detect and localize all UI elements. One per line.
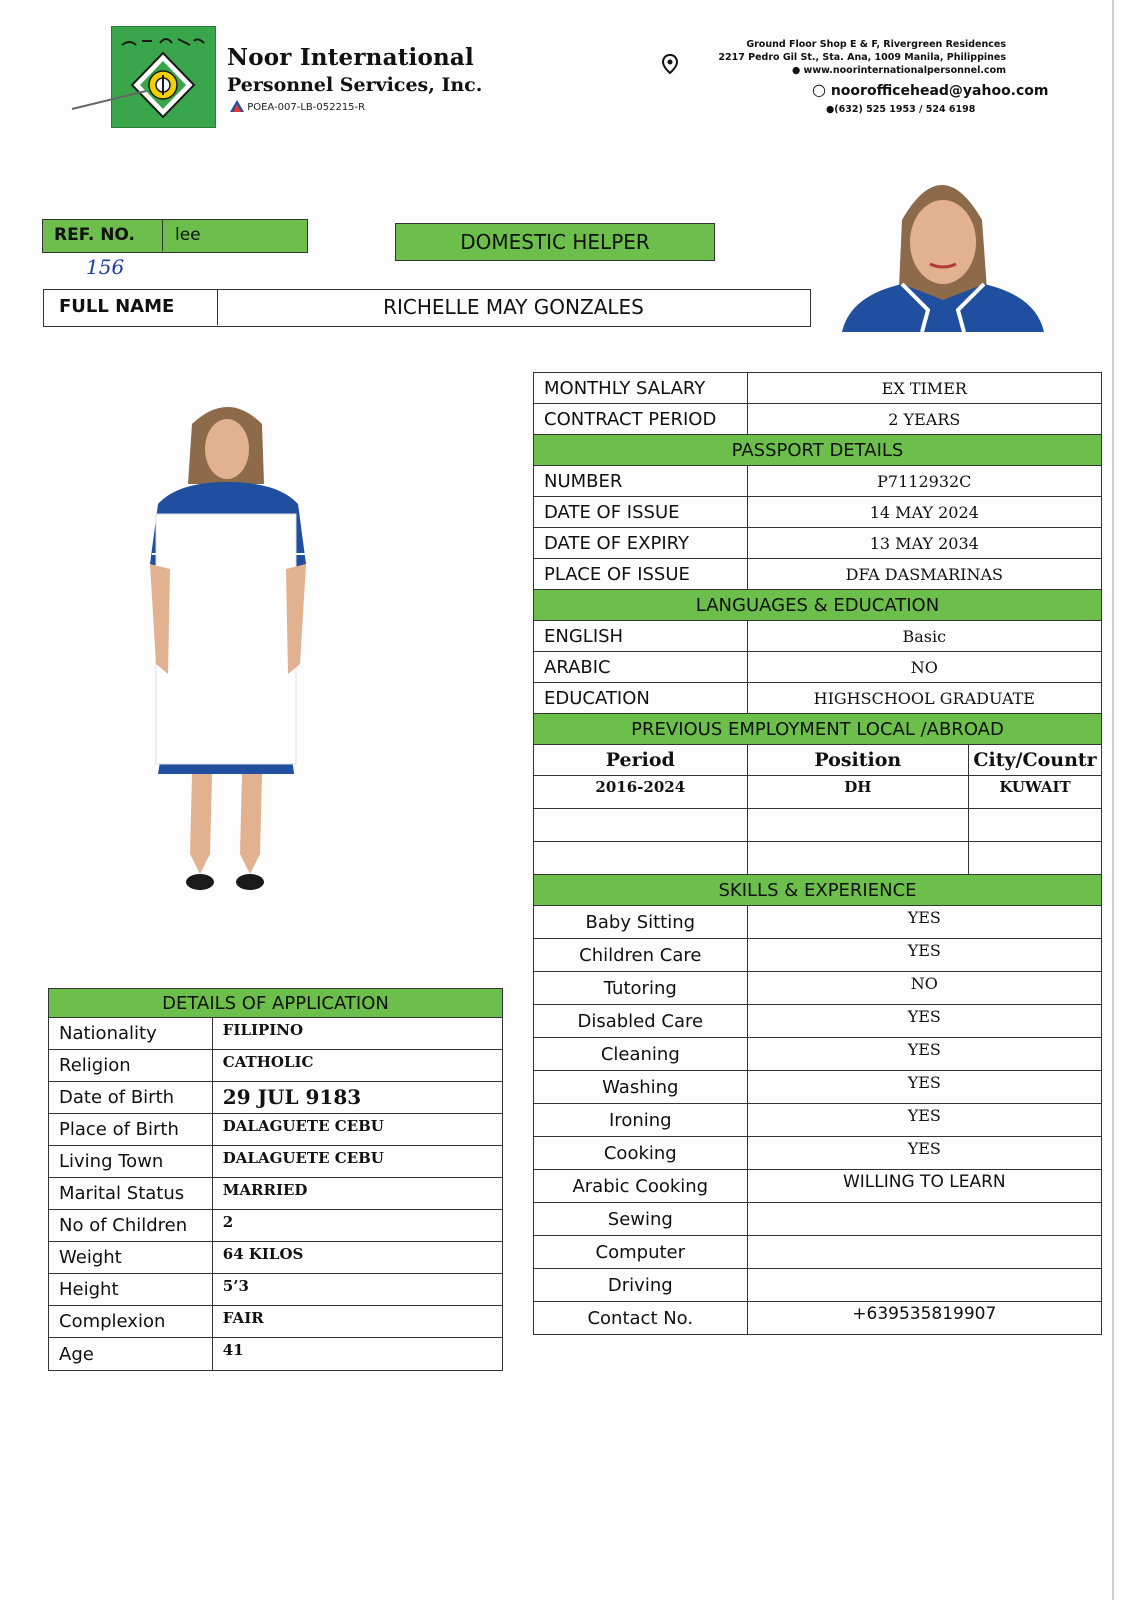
employment-col-header: City/Countr xyxy=(969,745,1102,776)
full-body-photo xyxy=(138,404,316,902)
application-label: Complexion xyxy=(49,1306,213,1338)
skill-row xyxy=(534,1038,1102,1071)
pen-mark-icon xyxy=(70,85,150,115)
application-header xyxy=(49,989,503,1018)
skill-value xyxy=(747,1203,1101,1236)
skill-value: YES xyxy=(747,906,1101,939)
application-value: FILIPINO xyxy=(212,1018,502,1050)
skill-row xyxy=(534,906,1102,939)
application-row xyxy=(49,1338,503,1371)
skill-value xyxy=(747,1269,1101,1302)
contract-row xyxy=(534,373,1102,404)
skill-value: YES xyxy=(747,939,1101,972)
skill-value: +639535819907 xyxy=(747,1302,1101,1335)
skill-row xyxy=(534,1071,1102,1104)
skill-label: Driving xyxy=(534,1269,748,1302)
phone-icon: ● xyxy=(826,104,835,115)
application-row xyxy=(49,1050,503,1082)
right-info-table xyxy=(533,372,1102,1335)
application-value: DALAGUETE CEBU xyxy=(212,1114,502,1146)
application-title: DETAILS OF APPLICATION xyxy=(49,989,503,1018)
passport-row-value: 13 MAY 2034 xyxy=(747,528,1101,559)
language-row-label: ENGLISH xyxy=(534,621,748,652)
contract-row-label: MONTHLY SALARY xyxy=(534,373,748,404)
skill-row xyxy=(534,1203,1102,1236)
skill-value: YES xyxy=(747,1137,1101,1170)
skill-row xyxy=(534,1302,1102,1335)
application-value: CATHOLIC xyxy=(212,1050,502,1082)
fullname-value: RICHELLE MAY GONZALES xyxy=(383,295,644,319)
skill-label: Tutoring xyxy=(534,972,748,1005)
language-row-value: NO xyxy=(747,652,1101,683)
employment-cell: DH xyxy=(747,776,968,809)
skill-label: Children Care xyxy=(534,939,748,972)
passport-row-label: DATE OF ISSUE xyxy=(534,497,748,528)
application-label: Living Town xyxy=(49,1146,213,1178)
address-block xyxy=(700,38,1006,77)
address-line-2: 2217 Pedro Gil St., Sta. Ana, 1009 Manila, Philippines xyxy=(718,52,1006,63)
skill-value: YES xyxy=(747,1038,1101,1071)
employment-cell xyxy=(969,809,1102,842)
employment-cell: KUWAIT xyxy=(969,776,1102,809)
passport-row-value: DFA DASMARINAS xyxy=(747,559,1101,590)
employment-col-header: Period xyxy=(534,745,748,776)
skill-value: YES xyxy=(747,1104,1101,1137)
company-name: Noor International xyxy=(227,44,474,71)
ref-handwritten-number: 156 xyxy=(86,255,125,279)
application-row xyxy=(49,1146,503,1178)
skills-header xyxy=(534,875,1102,906)
skill-row xyxy=(534,1170,1102,1203)
passport-row-label: DATE OF EXPIRY xyxy=(534,528,748,559)
application-value: 41 xyxy=(212,1338,502,1371)
skill-label: Computer xyxy=(534,1236,748,1269)
language-row xyxy=(534,652,1102,683)
passport-header-title: PASSPORT DETAILS xyxy=(534,435,1102,466)
location-pin-icon xyxy=(662,54,678,74)
language-row xyxy=(534,621,1102,652)
ref-value: lee xyxy=(175,225,201,245)
passport-row xyxy=(534,497,1102,528)
website-text: www.noorinternationalpersonnel.com xyxy=(803,65,1006,76)
skills-header-title: SKILLS & EXPERIENCE xyxy=(534,875,1102,906)
email-line xyxy=(812,80,1049,99)
language-row-value: Basic xyxy=(747,621,1101,652)
contract-row-value: 2 YEARS xyxy=(747,404,1101,435)
skill-row xyxy=(534,1104,1102,1137)
skill-label: Arabic Cooking xyxy=(534,1170,748,1203)
application-value: 29 JUL 9183 xyxy=(212,1082,502,1114)
contract-row-value: EX TIMER xyxy=(747,373,1101,404)
website-line xyxy=(700,64,1006,77)
skill-value: YES xyxy=(747,1005,1101,1038)
application-label: No of Children xyxy=(49,1210,213,1242)
application-row xyxy=(49,1274,503,1306)
skill-label: Baby Sitting xyxy=(534,906,748,939)
employment-cell xyxy=(747,809,968,842)
application-details-table xyxy=(48,988,503,1371)
application-row xyxy=(49,1114,503,1146)
language-row-value: HIGHSCHOOL GRADUATE xyxy=(747,683,1101,714)
triangle-logo-icon xyxy=(230,100,244,112)
application-value: MARRIED xyxy=(212,1178,502,1210)
application-row xyxy=(49,1210,503,1242)
email-icon: ○ xyxy=(812,80,826,99)
languages-header-title: LANGUAGES & EDUCATION xyxy=(534,590,1102,621)
employment-header-title: PREVIOUS EMPLOYMENT LOCAL /ABROAD xyxy=(534,714,1102,745)
skill-value: WILLING TO LEARN xyxy=(747,1170,1101,1203)
application-label: Nationality xyxy=(49,1018,213,1050)
skill-row xyxy=(534,1005,1102,1038)
passport-header xyxy=(534,435,1102,466)
skill-label: Disabled Care xyxy=(534,1005,748,1038)
passport-row-value: 14 MAY 2024 xyxy=(747,497,1101,528)
employment-row xyxy=(534,842,1102,875)
license-number xyxy=(230,100,365,113)
application-label: Place of Birth xyxy=(49,1114,213,1146)
application-row xyxy=(49,1082,503,1114)
skill-label: Cleaning xyxy=(534,1038,748,1071)
globe-icon: ● xyxy=(791,65,801,76)
skill-label: Sewing xyxy=(534,1203,748,1236)
headshot-photo xyxy=(842,160,1044,332)
passport-row xyxy=(534,466,1102,497)
passport-row xyxy=(534,559,1102,590)
skill-label: Washing xyxy=(534,1071,748,1104)
employment-cell xyxy=(747,842,968,875)
license-text: POEA-007-LB-052215-R xyxy=(247,102,366,113)
languages-header xyxy=(534,590,1102,621)
application-label: Weight xyxy=(49,1242,213,1274)
application-label: Marital Status xyxy=(49,1178,213,1210)
ref-label: REF. NO. xyxy=(42,219,163,251)
phone-line xyxy=(826,104,975,115)
application-row xyxy=(49,1178,503,1210)
language-row-label: EDUCATION xyxy=(534,683,748,714)
skill-row xyxy=(534,939,1102,972)
skill-label: Ironing xyxy=(534,1104,748,1137)
passport-row-label: NUMBER xyxy=(534,466,748,497)
passport-row-value: P7112932C xyxy=(747,466,1101,497)
phone-text: (632) 525 1953 / 524 6198 xyxy=(834,104,976,115)
skill-label: Cooking xyxy=(534,1137,748,1170)
application-value: 64 KILOS xyxy=(212,1242,502,1274)
skill-value xyxy=(747,1236,1101,1269)
application-value: FAIR xyxy=(212,1306,502,1338)
employment-cell xyxy=(534,842,748,875)
company-subtitle: Personnel Services, Inc. xyxy=(227,74,483,96)
employment-row xyxy=(534,776,1102,809)
employment-header xyxy=(534,714,1102,745)
skill-row xyxy=(534,972,1102,1005)
application-row xyxy=(49,1242,503,1274)
application-row xyxy=(49,1018,503,1050)
employment-cell: 2016-2024 xyxy=(534,776,748,809)
employment-columns xyxy=(534,745,1102,776)
passport-row-label: PLACE OF ISSUE xyxy=(534,559,748,590)
employment-cell xyxy=(534,809,748,842)
application-value: 5’3 xyxy=(212,1274,502,1306)
address-line-1: Ground Floor Shop E & F, Rivergreen Residences xyxy=(746,39,1006,50)
language-row-label: ARABIC xyxy=(534,652,748,683)
skill-value: NO xyxy=(747,972,1101,1005)
employment-row xyxy=(534,809,1102,842)
fullname-label: FULL NAME xyxy=(43,289,218,325)
employment-col-header: Position xyxy=(747,745,968,776)
skill-row xyxy=(534,1236,1102,1269)
skill-row xyxy=(534,1137,1102,1170)
skill-row xyxy=(534,1269,1102,1302)
employment-cell xyxy=(969,842,1102,875)
application-label: Age xyxy=(49,1338,213,1371)
application-label: Religion xyxy=(49,1050,213,1082)
skill-value: YES xyxy=(747,1071,1101,1104)
application-value: 2 xyxy=(212,1210,502,1242)
application-row xyxy=(49,1306,503,1338)
application-value: DALAGUETE CEBU xyxy=(212,1146,502,1178)
language-row xyxy=(534,683,1102,714)
passport-row xyxy=(534,528,1102,559)
contract-row xyxy=(534,404,1102,435)
page-edge-shadow xyxy=(1112,0,1114,1600)
contract-row-label: CONTRACT PERIOD xyxy=(534,404,748,435)
position-title: DOMESTIC HELPER xyxy=(395,223,715,261)
email-text: noorofficehead@yahoo.com xyxy=(830,83,1049,99)
application-label: Date of Birth xyxy=(49,1082,213,1114)
application-label: Height xyxy=(49,1274,213,1306)
skill-label: Contact No. xyxy=(534,1302,748,1335)
